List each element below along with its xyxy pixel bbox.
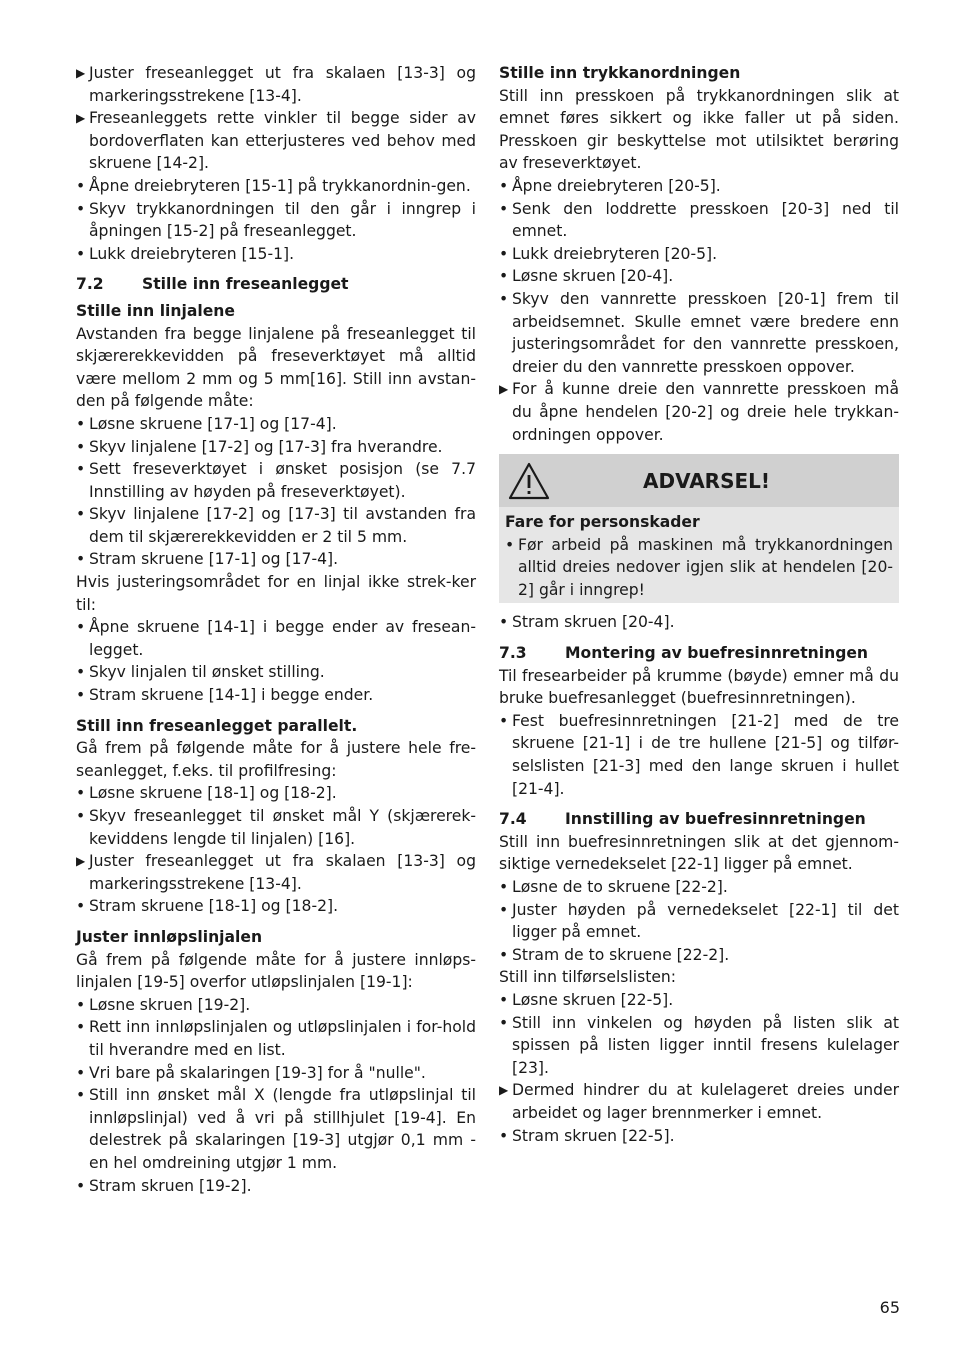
list-item-text: Juster freseanlegget ut fra skalaen [13-3] og markeringsstrekene [13-4]. xyxy=(89,64,476,105)
list-item xyxy=(76,413,476,436)
warning-subtitle: Fare for personskader xyxy=(505,513,700,532)
parallel-paragraph: Gå frem på følgende måte for å justere hele fre-seanlegget, f.eks. til profilfresing: xyxy=(76,739,476,780)
list-item-text: Still inn vinkelen og høyden på listen slik at spissen på listen ligger inntil fresens kulelager [23]. xyxy=(512,1013,899,1077)
list-item xyxy=(76,458,476,503)
list-item xyxy=(76,684,476,707)
list-item-text: Stram skruene [18-1] og [18-2]. xyxy=(89,897,339,916)
list-item-text: For å kunne dreie den vannrette presskoen må du åpne hendelen [20-2] og dreie hele trykkan-ordningen oppover. xyxy=(512,380,899,444)
section-7-3-heading xyxy=(499,642,899,665)
linjal-heading: Stille inn linjalene xyxy=(76,301,235,320)
bullet-marker: • xyxy=(76,414,86,433)
list-item xyxy=(76,175,476,198)
list-item xyxy=(499,198,899,243)
linjal-list xyxy=(76,413,476,571)
list-item-text: Løsne skruene [17-1] og [17-4]. xyxy=(89,414,337,433)
list-item xyxy=(76,805,476,850)
bullet-marker: • xyxy=(76,1086,86,1105)
bullet-marker: • xyxy=(76,437,86,456)
list-item xyxy=(76,895,476,918)
bullet-marker: • xyxy=(499,613,509,632)
list-item-text: Lukk dreiebryteren [20-5]. xyxy=(512,244,718,263)
list-item xyxy=(76,243,476,266)
list-item xyxy=(499,611,899,634)
warning-item xyxy=(505,534,893,602)
bullet-marker: • xyxy=(505,535,515,554)
after-warning-list xyxy=(499,611,899,634)
bullet-marker: • xyxy=(76,199,86,218)
arrow-marker-icon: ▶ xyxy=(76,111,86,126)
list-item-text: Stram skruene [14-1] i begge ender. xyxy=(89,686,374,705)
list-item xyxy=(76,62,476,107)
warning-header xyxy=(499,454,899,507)
bullet-marker: • xyxy=(499,990,509,1009)
list-item xyxy=(76,107,476,175)
section-title: Stille inn freseanlegget xyxy=(142,275,349,294)
bullet-marker: • xyxy=(76,550,86,569)
list-item xyxy=(499,1079,899,1124)
list-item xyxy=(76,1175,476,1198)
arrow-marker-icon: ▶ xyxy=(499,382,509,397)
list-item-text: Still inn ønsket mål X (lengde fra utløpslinjal til innløpslinjal) ved å vri på stillhjulet [19-4]. En delestrek på skalaringen [19-3] utgjør 0,1 mm - en hel omdreining utgjør 1 mm. xyxy=(89,1086,476,1172)
list-item-text: Skyv trykkanordningen til den går i inngrep i åpningen [15-2] på freseanlegget. xyxy=(89,199,476,241)
bullet-marker: • xyxy=(76,784,86,803)
list-item xyxy=(499,944,899,967)
right-column xyxy=(499,62,899,1147)
arrow-marker-icon: ▶ xyxy=(499,1083,509,1098)
section-number: 7.4 xyxy=(499,810,527,829)
list-item-text: Stram skruen [20-4]. xyxy=(512,613,675,632)
list-item xyxy=(76,782,476,805)
list-item xyxy=(499,989,899,1012)
s74-list xyxy=(499,876,899,966)
list-item xyxy=(499,378,899,446)
list-item-text: Dermed hindrer du at kulelageret dreies under arbeidet og lager brennmerker i emnet. xyxy=(512,1081,899,1122)
section-title: Montering av buefresinnretningen xyxy=(565,644,869,663)
section-7-4-heading xyxy=(499,808,899,831)
section-number: 7.2 xyxy=(76,275,104,294)
list-item-text: Skyv linjalene [17-2] og [17-3] fra hverandre. xyxy=(89,437,443,456)
bullet-marker: • xyxy=(76,995,86,1014)
bullet-marker: • xyxy=(499,289,509,308)
list-item xyxy=(76,198,476,243)
list-item-text: Stram de to skruene [22-2]. xyxy=(512,945,730,964)
warning-item-text: Før arbeid på maskinen må trykkanordningen alltid dreies nedover igjen slik at hendelen [20-2] går i inngrep! xyxy=(518,535,893,599)
list-item-text: Vri bare på skalaringen [19-3] for å "nulle". xyxy=(89,1063,426,1082)
list-item xyxy=(499,899,899,944)
parallel-list xyxy=(76,782,476,918)
s74-list-2 xyxy=(499,989,899,1147)
list-item-text: Fest buefresinnretningen [21-2] med de tre skruene [21-1] i de tre hullene [21-5] og tilfør-selslisten [21-3] med den lange skruen i hullet [21-4]. xyxy=(512,711,899,798)
list-item-text: Åpne dreiebryteren [15-1] på trykkanordnin-gen. xyxy=(89,176,471,195)
list-item xyxy=(76,503,476,548)
bullet-marker: • xyxy=(499,945,509,964)
section-7-2-heading xyxy=(76,273,476,296)
bullet-marker: • xyxy=(76,1018,86,1037)
list-item xyxy=(499,243,899,266)
bullet-marker: • xyxy=(76,176,86,195)
innlop-paragraph: Gå frem på følgende måte for å justere innløps-linjalen [19-5] overfor utløpslinjalen [19-1]: xyxy=(76,950,476,992)
left-column xyxy=(76,62,476,1197)
bullet-marker: • xyxy=(499,900,509,919)
warning-title: ADVARSEL! xyxy=(643,468,771,493)
page-number: 65 xyxy=(879,1298,900,1317)
list-item-text: Senk den loddrette presskoen [20-3] ned til emnet. xyxy=(512,199,899,241)
list-item-text: Skyv den vannrette presskoen [20-1] frem til arbeidsemnet. Skulle emnet være bredere enn justeringsområdet for den vannrette presskoen, dreier du den vannrette presskoen oppover. xyxy=(512,289,899,376)
section-title: Innstilling av buefresinnretningen xyxy=(565,810,866,829)
list-item xyxy=(499,288,899,378)
trykk-list xyxy=(499,175,899,446)
s73-paragraph: Til fresearbeider på krumme (bøyde) emner må du bruke buefresanlegget (buefresinnretningen). xyxy=(499,666,899,708)
list-item-text: Rett inn innløpslinjalen og utløpslinjalen i for-hold til hverandre med en list. xyxy=(89,1018,476,1059)
s73-list xyxy=(499,710,899,800)
bullet-marker: • xyxy=(76,663,86,682)
trykk-paragraph: Still inn presskoen på trykkanordningen slik at emnet føres sikkert og ikke faller ut på siden. Presskoen gir beskyttelse mot utilsiktet berøring av freseverktøyet. xyxy=(499,86,899,173)
list-item-text: Juster freseanlegget ut fra skalaen [13-3] og markeringsstrekene [13-4]. xyxy=(89,852,476,893)
list-item-text: Stram skruene [17-1] og [17-4]. xyxy=(89,550,339,569)
bullet-marker: • xyxy=(76,686,86,705)
list-item xyxy=(76,1016,476,1061)
list-item-text: Sett freseverktøyet i ønsket posisjon (se 7.7 Innstilling av høyden på freseverktøyet). xyxy=(89,460,476,501)
list-item-text: Stram skruen [22-5]. xyxy=(512,1126,675,1145)
list-item xyxy=(76,1062,476,1085)
list-item-text: Skyv freseanlegget til ønsket mål Y (skjærerek-keviddens lengde til linjalen) [16]. xyxy=(89,807,476,848)
bullet-marker: • xyxy=(76,618,86,637)
list-item xyxy=(499,175,899,198)
bullet-marker: • xyxy=(499,244,509,263)
warning-triangle-icon xyxy=(507,461,551,501)
arrow-marker-icon: ▶ xyxy=(76,854,86,869)
trykk-heading: Stille inn trykkanordningen xyxy=(499,64,741,82)
list-item xyxy=(499,1012,899,1080)
list-item xyxy=(499,710,899,800)
arrow-marker-icon: ▶ xyxy=(76,66,86,80)
bullet-marker: • xyxy=(76,807,86,825)
list-item-text: Løsne skruene [18-1] og [18-2]. xyxy=(89,784,337,803)
intro-list xyxy=(76,62,476,265)
s74-paragraph-2: Still inn tilførselslisten: xyxy=(499,968,677,987)
list-item-text: Åpne dreiebryteren [20-5]. xyxy=(512,176,721,195)
list-item-text: Løsne de to skruene [22-2]. xyxy=(512,878,728,896)
linjal-paragraph-2: Hvis justeringsområdet for en linjal ikke strek-ker til: xyxy=(76,573,476,614)
list-item xyxy=(76,661,476,684)
s74-paragraph: Still inn buefresinnretningen slik at det gjennom-siktige vernedekselet [22-1] ligger på emnet. xyxy=(499,832,899,874)
list-item-text: Skyv linjalen til ønsket stilling. xyxy=(89,663,325,682)
list-item-text: Skyv linjalene [17-2] og [17-3] til avstanden fra dem til skjærerekkevidden er 2 til 5 mm. xyxy=(89,505,476,546)
list-item-text: Løsne skruen [20-4]. xyxy=(512,267,674,286)
list-item xyxy=(499,876,899,899)
list-item-text: Juster høyden på vernedekselet [22-1] til det ligger på emnet. xyxy=(512,900,899,942)
bullet-marker: • xyxy=(499,1013,509,1032)
list-item xyxy=(76,1084,476,1174)
bullet-marker: • xyxy=(499,1126,509,1145)
list-item-text: Lukk dreiebryteren [15-1]. xyxy=(89,244,295,263)
list-item xyxy=(76,994,476,1017)
list-item-text: Løsne skruen [22-5]. xyxy=(512,990,674,1009)
list-item xyxy=(499,265,899,288)
linjal-paragraph: Avstanden fra begge linjalene på freseanlegget til skjærerekkevidden på freseverktøyet må alltid være mellom 2 mm og 5 mm[16]. Still inn avstan-den på følgende måte: xyxy=(76,324,476,411)
bullet-marker: • xyxy=(76,460,86,479)
list-item xyxy=(76,436,476,459)
list-item-text: Stram skruen [19-2]. xyxy=(89,1176,252,1195)
list-item xyxy=(76,616,476,661)
section-number: 7.3 xyxy=(499,644,527,663)
bullet-marker: • xyxy=(76,1063,86,1082)
linjal-list-2 xyxy=(76,616,476,706)
bullet-marker: • xyxy=(76,1176,86,1195)
parallel-heading: Still inn freseanlegget parallelt. xyxy=(76,716,358,735)
bullet-marker: • xyxy=(76,244,86,263)
list-item-text: Freseanleggets rette vinkler til begge sider av bordoverflaten kan etterjusteres ved behov med skruene [14-2]. xyxy=(89,109,476,173)
list-item xyxy=(76,548,476,571)
list-item-text: Løsne skruen [19-2]. xyxy=(89,995,251,1014)
bullet-marker: • xyxy=(499,176,509,195)
warning-body xyxy=(499,507,899,601)
bullet-marker: • xyxy=(499,878,509,896)
innlop-list xyxy=(76,994,476,1197)
bullet-marker: • xyxy=(499,711,509,730)
list-item xyxy=(499,1125,899,1148)
bullet-marker: • xyxy=(499,267,509,286)
bullet-marker: • xyxy=(76,505,86,524)
warning-box xyxy=(499,454,899,603)
innlop-heading: Juster innløpslinjalen xyxy=(76,927,263,946)
bullet-marker: • xyxy=(76,897,86,916)
list-item-text: Åpne skruene [14-1] i begge ender av fresean-legget. xyxy=(89,618,476,659)
list-item xyxy=(76,850,476,895)
bullet-marker: • xyxy=(499,199,509,218)
